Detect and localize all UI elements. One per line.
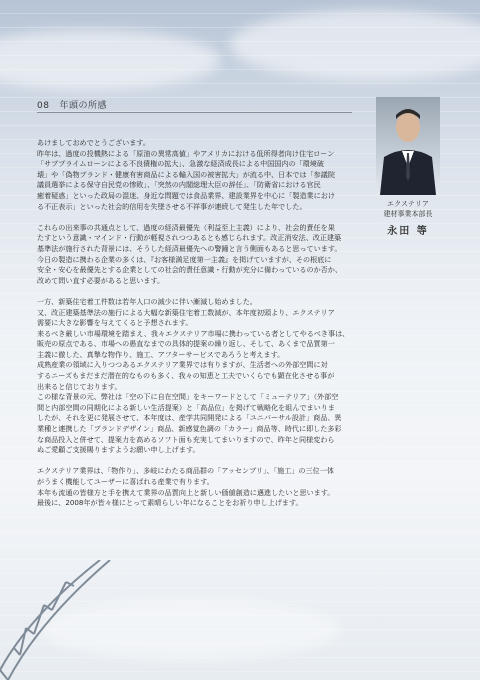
paragraph — [37, 138, 363, 212]
text-line: 壊」や「偽物ブランド・健康有害商品による輸入国の被害拡大」が流る中、日本では「参議院 — [37, 169, 335, 179]
text-line: 出来ると信じております。 — [37, 381, 122, 391]
text-line: ぬご愛顧ご支援賜りますようお願い申し上げます。 — [37, 445, 200, 455]
executive-portrait — [376, 97, 440, 195]
text-line: たすという意識・マインド・行動が軽視されつつあるとも感じられます。改正消安法、改正建築 — [37, 233, 342, 243]
text-line: これらの出来事の共通点として、過度の経済最優先（利益至上主義）により、社会的責任を果 — [37, 222, 335, 232]
text-line: 販売の原点である、市場への愚直なまでの具体的提案の繰り返し、そして、あくまで品質第一 — [37, 339, 335, 349]
paragraph — [37, 223, 363, 287]
text-line: 主義に徹した、真摯な物作り、施工、アフターサービスであろうと考えます。 — [37, 349, 285, 359]
text-line: 間と内部空間の同期化による新しい生活提案）と「高品位」を掲げて戦略化を組んでまいりま — [37, 402, 335, 412]
section-number: 08 — [37, 101, 50, 111]
section-heading — [37, 98, 107, 111]
text-line: 今日の製造に携わる企業の多くは、『お客様満足度第一主義』を掲げていますが、その根底に — [37, 254, 332, 264]
portrait-figure — [376, 97, 440, 195]
text-line: したが、それを更に発展させて、本年度は、産学共同開発による「ユニバーサル設計」商品、異 — [37, 413, 342, 423]
text-line: 改めて問い直す必要があると思います。 — [37, 275, 165, 285]
company-line-2: 建材事業本部長 — [383, 210, 433, 218]
text-line: 癒着疑惑」といった政局の混迷、身近な問題では食品業界、建設業界を中心に「製造業におけ — [37, 190, 335, 200]
message-body — [37, 138, 363, 519]
text-line: 需要に大きな影響を与えてくると予想されます。 — [37, 318, 193, 328]
text-line: 安全・安心を最優先とする企業としての社会的責任意識・行動が充分に備わっているのか否か、 — [37, 265, 342, 275]
executive-name: 永田 等 — [387, 226, 429, 237]
executive-title — [376, 199, 440, 219]
heading-divider — [37, 112, 352, 113]
text-line: 又、改正建築基準法の施行による大幅な新築住宅着工数減が、本年度初頭より、エクステリア — [37, 307, 335, 317]
text-line: 業種と連携した「ブランドデザイン」商品、新感覚色調の「カラー」商品等、時代に即した多彩 — [37, 424, 342, 434]
text-line: 最後に、2008年が皆々様にとって素晴らしい年になることをお祈り申し上げます。 — [37, 498, 303, 508]
text-line: するニーズもまだまだ潜在的なものも多く、我々の知恵と工夫でいくらでも顕在化させる事が — [37, 371, 335, 381]
company-line-1: エクステリア — [387, 200, 429, 208]
text-line: 本年も流通の皆様方と手を携えて業界の品質向上と新しい価値創造に邁進したいと思います。 — [37, 487, 335, 497]
paragraph — [37, 297, 363, 456]
section-title: 年頭の所感 — [59, 101, 108, 111]
text-line: 基準法が施行された背景には、そうした経済最優先への警鐘と言う側面もあると思っています。 — [37, 243, 342, 253]
text-line: この様な背景の元、弊社は「空の下に自在空間」をキーワードとして「ミューテリア」（外部空 — [37, 392, 339, 402]
text-line: あけましておめでとうございます。 — [37, 138, 150, 147]
text-line: な商品投入と併せて、提案力を高めるソフト面も充実してまいりますので、昨年と同様変わら — [37, 434, 335, 444]
text-line: 昨年は、過度の投機熱による「原油の異常高値」やアメリカにおける低所得者向け住宅ローン — [37, 148, 335, 158]
paragraph — [37, 466, 363, 508]
text-line: がうまく機能してユーザーに喜ばれる産業で有ります。 — [37, 477, 214, 486]
text-line: る不正表示」といった社会的信用を失墜させる不祥事が連続して発生した年でした。 — [37, 201, 307, 211]
steel-tower-graphic — [0, 560, 120, 680]
text-line: エクステリア業界は、「物作り」、多岐にわたる商品群の「アッセンブリ」、「施工」の三位一体 — [37, 466, 334, 476]
text-line: 「サブプライムローンによる不良債権の拡大」、急激な経済成長による中国国内の「環境破 — [37, 159, 324, 169]
text-line: 議員選挙による保守自民党の惨敗」、「突然の内閣総理大臣の辞任」、「防衛省における官民 — [37, 180, 321, 190]
text-line: 一方、新築住宅着工件数は若年人口の減少に伴い漸減し始めました。 — [37, 296, 257, 306]
text-line: 来るべき厳しい市場環境を踏まえ、我々エクステリア市場に携わっている者としてやるべき事は、 — [37, 328, 350, 338]
text-line: 成熟産業の領域に入りつつあるエクステリア業界では有りますが、生活者への外部空間に対 — [37, 360, 328, 370]
